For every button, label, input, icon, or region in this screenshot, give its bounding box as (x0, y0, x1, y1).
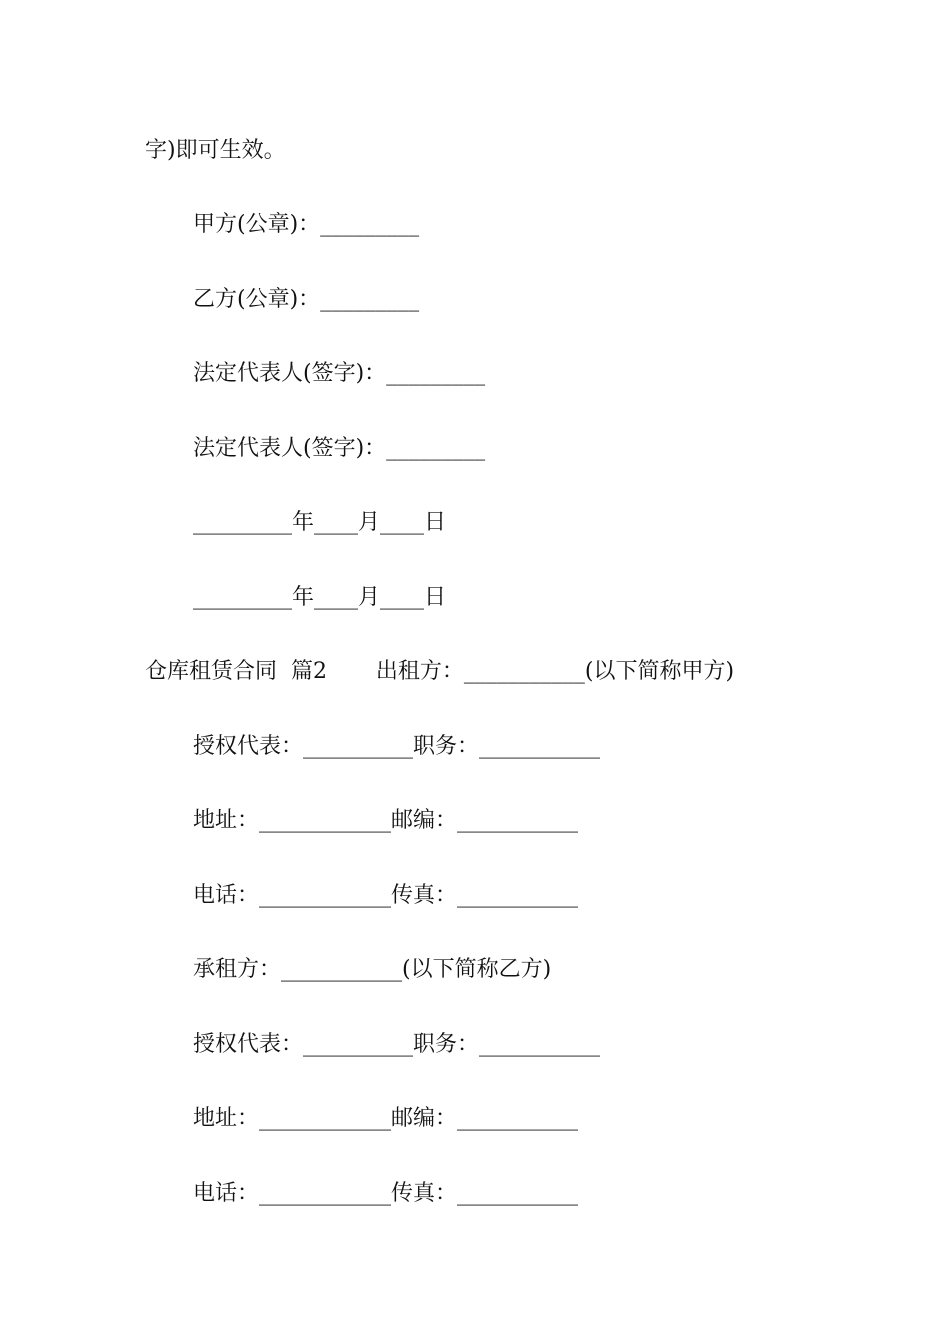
text-line-lessor-address: 地址：____________邮编：___________ (193, 808, 579, 833)
text-line-legal-rep-a: 法定代表人(签字)：_________ (193, 361, 486, 386)
text-line-date-b: _________年____月____日 (193, 585, 447, 610)
text-line-contract-heading: 仓库租赁合同 篇2 出租方：___________(以下简称甲方) (145, 659, 735, 684)
text-line-lessor-rep: 授权代表：__________职务：___________ (193, 734, 601, 759)
text-line-party-b-seal: 乙方(公章)：_________ (193, 287, 420, 312)
text-line-lessee-address: 地址：____________邮编：___________ (193, 1106, 579, 1131)
text-line-lessee-rep: 授权代表：__________职务：___________ (193, 1032, 601, 1057)
text-line-effective: 字)即可生效。 (145, 138, 286, 163)
text-line-lessee: 承租方：___________(以下简称乙方) (193, 957, 552, 982)
text-line-lessor-phone: 电话：____________传真：___________ (193, 883, 579, 908)
text-line-legal-rep-b: 法定代表人(签字)：_________ (193, 436, 486, 461)
text-line-party-a-seal: 甲方(公章)：_________ (193, 212, 420, 237)
text-line-date-a: _________年____月____日 (193, 510, 447, 535)
text-line-lessee-phone: 电话：____________传真：___________ (193, 1181, 579, 1206)
